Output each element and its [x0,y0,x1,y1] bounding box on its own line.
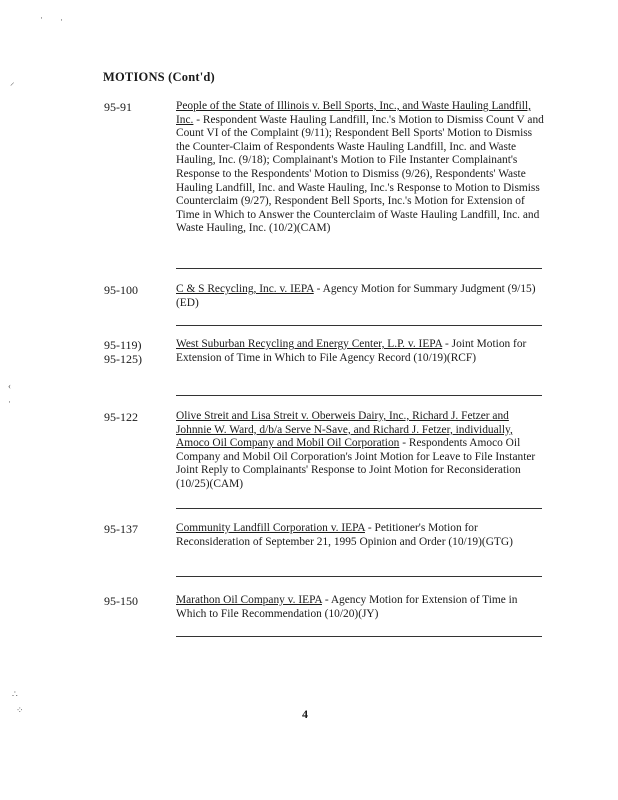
case-title: People of the State of Illinois v. Bell Sports, Inc., and Waste Hauling Landfill, Inc. [176,100,531,126]
case-title: West Suburban Recycling and Energy Center, L.P. v. IEPA [176,338,443,350]
entry-divider [176,395,542,396]
motion-description: - Respondents Amoco Oil Company and Mobil Oil Corporation's Joint Motion for Leave to File Instanter Joint Reply to Complainants' Response to Joint Motion for Reconsideration (10/25)(CAM) [176,437,536,490]
motion-text [176,338,544,365]
docket-number: 95-100 [104,283,138,297]
motion-description: - Agency Motion for Summary Judgment (9/15)(ED) [176,283,536,309]
scan-speck: ⁘ [16,705,24,715]
motion-text [176,283,544,310]
docket-number: 95-119) 95-125) [104,338,142,366]
scan-speck: · [40,13,43,23]
scan-speck: ⸝ [10,77,15,87]
entry-divider [176,325,542,326]
docket-number: 95-150 [104,594,138,608]
motion-text [176,594,544,621]
motion-description: - Agency Motion for Extension of Time in Which to File Recommendation (10/20)(JY) [176,594,518,620]
page-number: 4 [302,707,308,721]
motion-description: - Respondent Waste Hauling Landfill, Inc.'s Motion to Dismiss Count V and Count VI of the Complaint (9/11); Respondent Bell Sports' Motion to Dismiss the Counter-Claim of Respondents Waste Hauling Landfill, Inc. and Waste Hauling, Inc. (9/18); Complainant's Motion to File Instanter Complainant's Response to the Respondents' Motion to Dismiss (9/26), Respondents' Waste Hauling Landfill, Inc. and Waste Hauling, Inc.'s Response to Motion to Dismiss Counterclaim (9/27), Respondent Bell Sports, Inc.'s Motion for Extension of Time in Which to Answer the Counterclaim of Waste Hauling Landfill, Inc. and Waste Hauling, Inc. (10/2)(CAM) [176,113,544,235]
docket-number: 95-91 [104,100,132,114]
entry-divider [176,576,542,577]
case-title: Community Landfill Corporation v. IEPA [176,522,365,534]
scan-speck: ‹ [8,381,11,391]
motion-text [176,522,544,549]
motion-description: - Joint Motion for Extension of Time in Which to File Agency Record (10/19)(RCF) [176,338,527,364]
case-title: Marathon Oil Company v. IEPA [176,594,322,606]
entry-divider [176,508,542,509]
docket-number: 95-137 [104,522,138,536]
scan-speck: · [60,15,63,25]
case-title: C & S Recycling, Inc. v. IEPA [176,283,314,295]
scan-speck: · [8,397,11,407]
scan-speck: ∴ [12,689,18,699]
entry-divider [176,268,542,269]
section-heading: MOTIONS (Cont'd) [103,70,215,84]
entry-divider [176,636,542,637]
motion-text [176,100,544,236]
case-title: Olive Streit and Lisa Streit v. Oberweis Dairy, Inc., Richard J. Fetzer and Johnnie W. Ward, d/b/a Serve N-Save, and Richard J. Fetzer, individually, Amoco Oil Company and Mobil Oil Corporation [176,410,513,450]
motion-description: - Petitioner's Motion for Reconsideration of September 21, 1995 Opinion and Order (10/19)(GTG) [176,522,513,548]
docket-number: 95-122 [104,410,138,424]
motion-text [176,410,544,492]
